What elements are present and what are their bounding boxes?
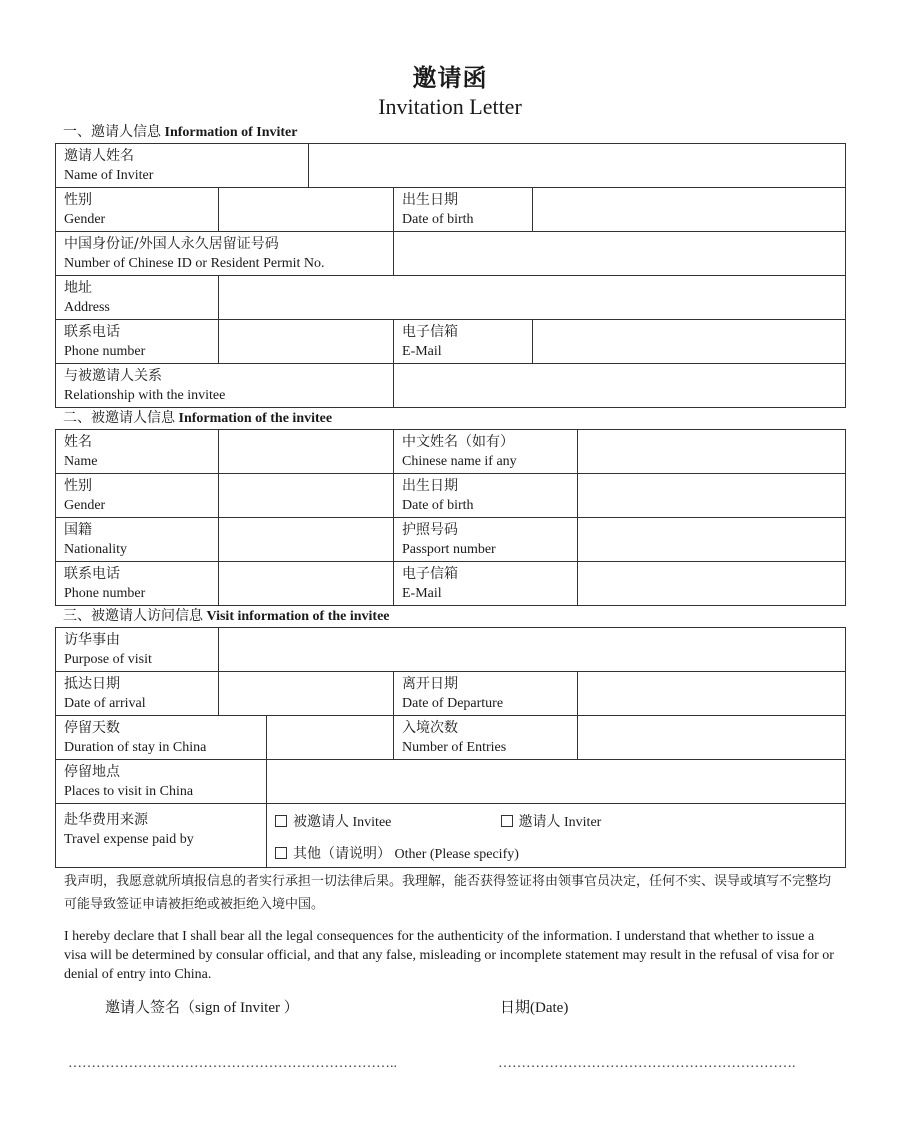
section-invitee-heading [55, 408, 845, 429]
inviter-address-label: 地址 Address [56, 276, 219, 320]
inviter-relation-label: 与被邀请人关系 Relationship with the invitee [56, 364, 394, 408]
invitee-chinese-name-label: 中文姓名（如有） Chinese name if any [394, 430, 578, 474]
invitee-table [55, 429, 846, 606]
section-inviter-heading-en: Information of Inviter [164, 125, 298, 140]
visit-table [55, 627, 846, 868]
duration-label: 停留天数 Duration of stay in China [56, 716, 267, 760]
table-row [56, 760, 846, 804]
inviter-id-field[interactable] [394, 232, 846, 276]
entries-label: 入境次数 Number of Entries [394, 716, 578, 760]
inviter-dob-field[interactable] [533, 188, 846, 232]
duration-field[interactable] [267, 716, 394, 760]
invitation-form [55, 122, 845, 868]
invitee-phone-label: 联系电话 Phone number [56, 562, 219, 606]
inviter-name-label: 邀请人姓名 Name of Inviter [56, 144, 309, 188]
section-invitee-heading-cn: 二、被邀请人信息 [63, 410, 175, 426]
inviter-address-field[interactable] [219, 276, 846, 320]
inviter-phone-label: 联系电话 Phone number [56, 320, 219, 364]
table-row [56, 716, 846, 760]
invitee-passport-field[interactable] [578, 518, 846, 562]
date-label: 日期(Date) [500, 998, 569, 1016]
declaration-chinese: 我声明，我愿意就所填报信息的者实行承担一切法律后果。我理解，能否获得签证将由领事官员决定，任何不实、误导或填写不完整均可能导致签证申请被拒绝或被拒绝入境中国。 [64, 874, 832, 912]
inviter-table [55, 143, 846, 408]
arrival-field[interactable] [219, 672, 394, 716]
invitee-nationality-field[interactable] [219, 518, 394, 562]
section-invitee-heading-en: Information of the invitee [178, 411, 333, 426]
table-row [56, 364, 846, 408]
table-row [56, 518, 846, 562]
declaration-english: I hereby declare that I shall bear all the legal consequences for the authenticity of the information. I understand that whether to issue a visa will be determined by consular official, and that any false, misleading or incomplete statement may result in the refusal of visa for or denial of entry into China. [64, 929, 834, 982]
invitee-email-field[interactable] [578, 562, 846, 606]
invitee-email-label: 电子信箱 E-Mail [394, 562, 578, 606]
invitee-dob-field[interactable] [578, 474, 846, 518]
invitee-passport-label: 护照号码 Passport number [394, 518, 578, 562]
invitee-nationality-label: 国籍 Nationality [56, 518, 219, 562]
invitee-name-label: 姓名 Name [56, 430, 219, 474]
inviter-gender-field[interactable] [219, 188, 394, 232]
purpose-field[interactable] [219, 628, 846, 672]
inviter-email-field[interactable] [533, 320, 846, 364]
section-inviter-heading [55, 122, 845, 143]
inviter-signature-label: 邀请人签名（sign of Inviter ） [105, 998, 299, 1016]
inviter-phone-field[interactable] [219, 320, 394, 364]
expense-option-inviter[interactable]: 邀请人 Inviter [501, 812, 602, 833]
inviter-email-label: 电子信箱 E-Mail [394, 320, 533, 364]
table-row [56, 232, 846, 276]
invitee-dob-label: 出生日期 Date of birth [394, 474, 578, 518]
departure-field[interactable] [578, 672, 846, 716]
places-label: 停留地点 Places to visit in China [56, 760, 267, 804]
table-row [56, 430, 846, 474]
expense-options [267, 804, 846, 868]
inviter-name-field[interactable] [309, 144, 846, 188]
purpose-label: 访华事由 Purpose of visit [56, 628, 219, 672]
arrival-label: 抵达日期 Date of arrival [56, 672, 219, 716]
places-field[interactable] [267, 760, 846, 804]
table-row [56, 188, 846, 232]
table-row [56, 672, 846, 716]
date-line[interactable]: ………………………………………………………. [498, 1056, 796, 1071]
invitee-name-field[interactable] [219, 430, 394, 474]
title-english: Invitation Letter [378, 94, 522, 119]
inviter-relation-field[interactable] [394, 364, 846, 408]
checkbox-icon[interactable] [275, 815, 287, 827]
invitee-gender-label: 性别 Gender [56, 474, 219, 518]
table-row [56, 320, 846, 364]
table-row [56, 562, 846, 606]
checkbox-icon[interactable] [501, 815, 513, 827]
table-row [56, 474, 846, 518]
entries-field[interactable] [578, 716, 846, 760]
checkbox-icon[interactable] [275, 847, 287, 859]
inviter-gender-label: 性别 Gender [56, 188, 219, 232]
inviter-dob-label: 出生日期 Date of birth [394, 188, 533, 232]
title-chinese: 邀请函 [412, 64, 488, 92]
table-row [56, 628, 846, 672]
expense-label: 赴华费用来源 Travel expense paid by [56, 804, 267, 868]
table-row [56, 144, 846, 188]
section-inviter-heading-cn: 一、邀请人信息 [63, 124, 161, 140]
expense-option-invitee[interactable]: 被邀请人 Invitee [275, 812, 497, 833]
section-visit-heading-cn: 三、被邀请人访问信息 [63, 608, 203, 624]
invitee-phone-field[interactable] [219, 562, 394, 606]
section-visit-heading [55, 606, 845, 627]
expense-option-other[interactable]: 其他（请说明） Other (Please specify) [275, 844, 519, 865]
invitee-gender-field[interactable] [219, 474, 394, 518]
signature-line[interactable]: …………………………………………………………….. [68, 1056, 397, 1071]
table-row [56, 804, 846, 868]
invitee-chinese-name-field[interactable] [578, 430, 846, 474]
section-visit-heading-en: Visit information of the invitee [206, 609, 390, 624]
inviter-id-label: 中国身份证/外国人永久居留证号码 Number of Chinese ID or Resident Permit No. [56, 232, 394, 276]
departure-label: 离开日期 Date of Departure [394, 672, 578, 716]
table-row [56, 276, 846, 320]
